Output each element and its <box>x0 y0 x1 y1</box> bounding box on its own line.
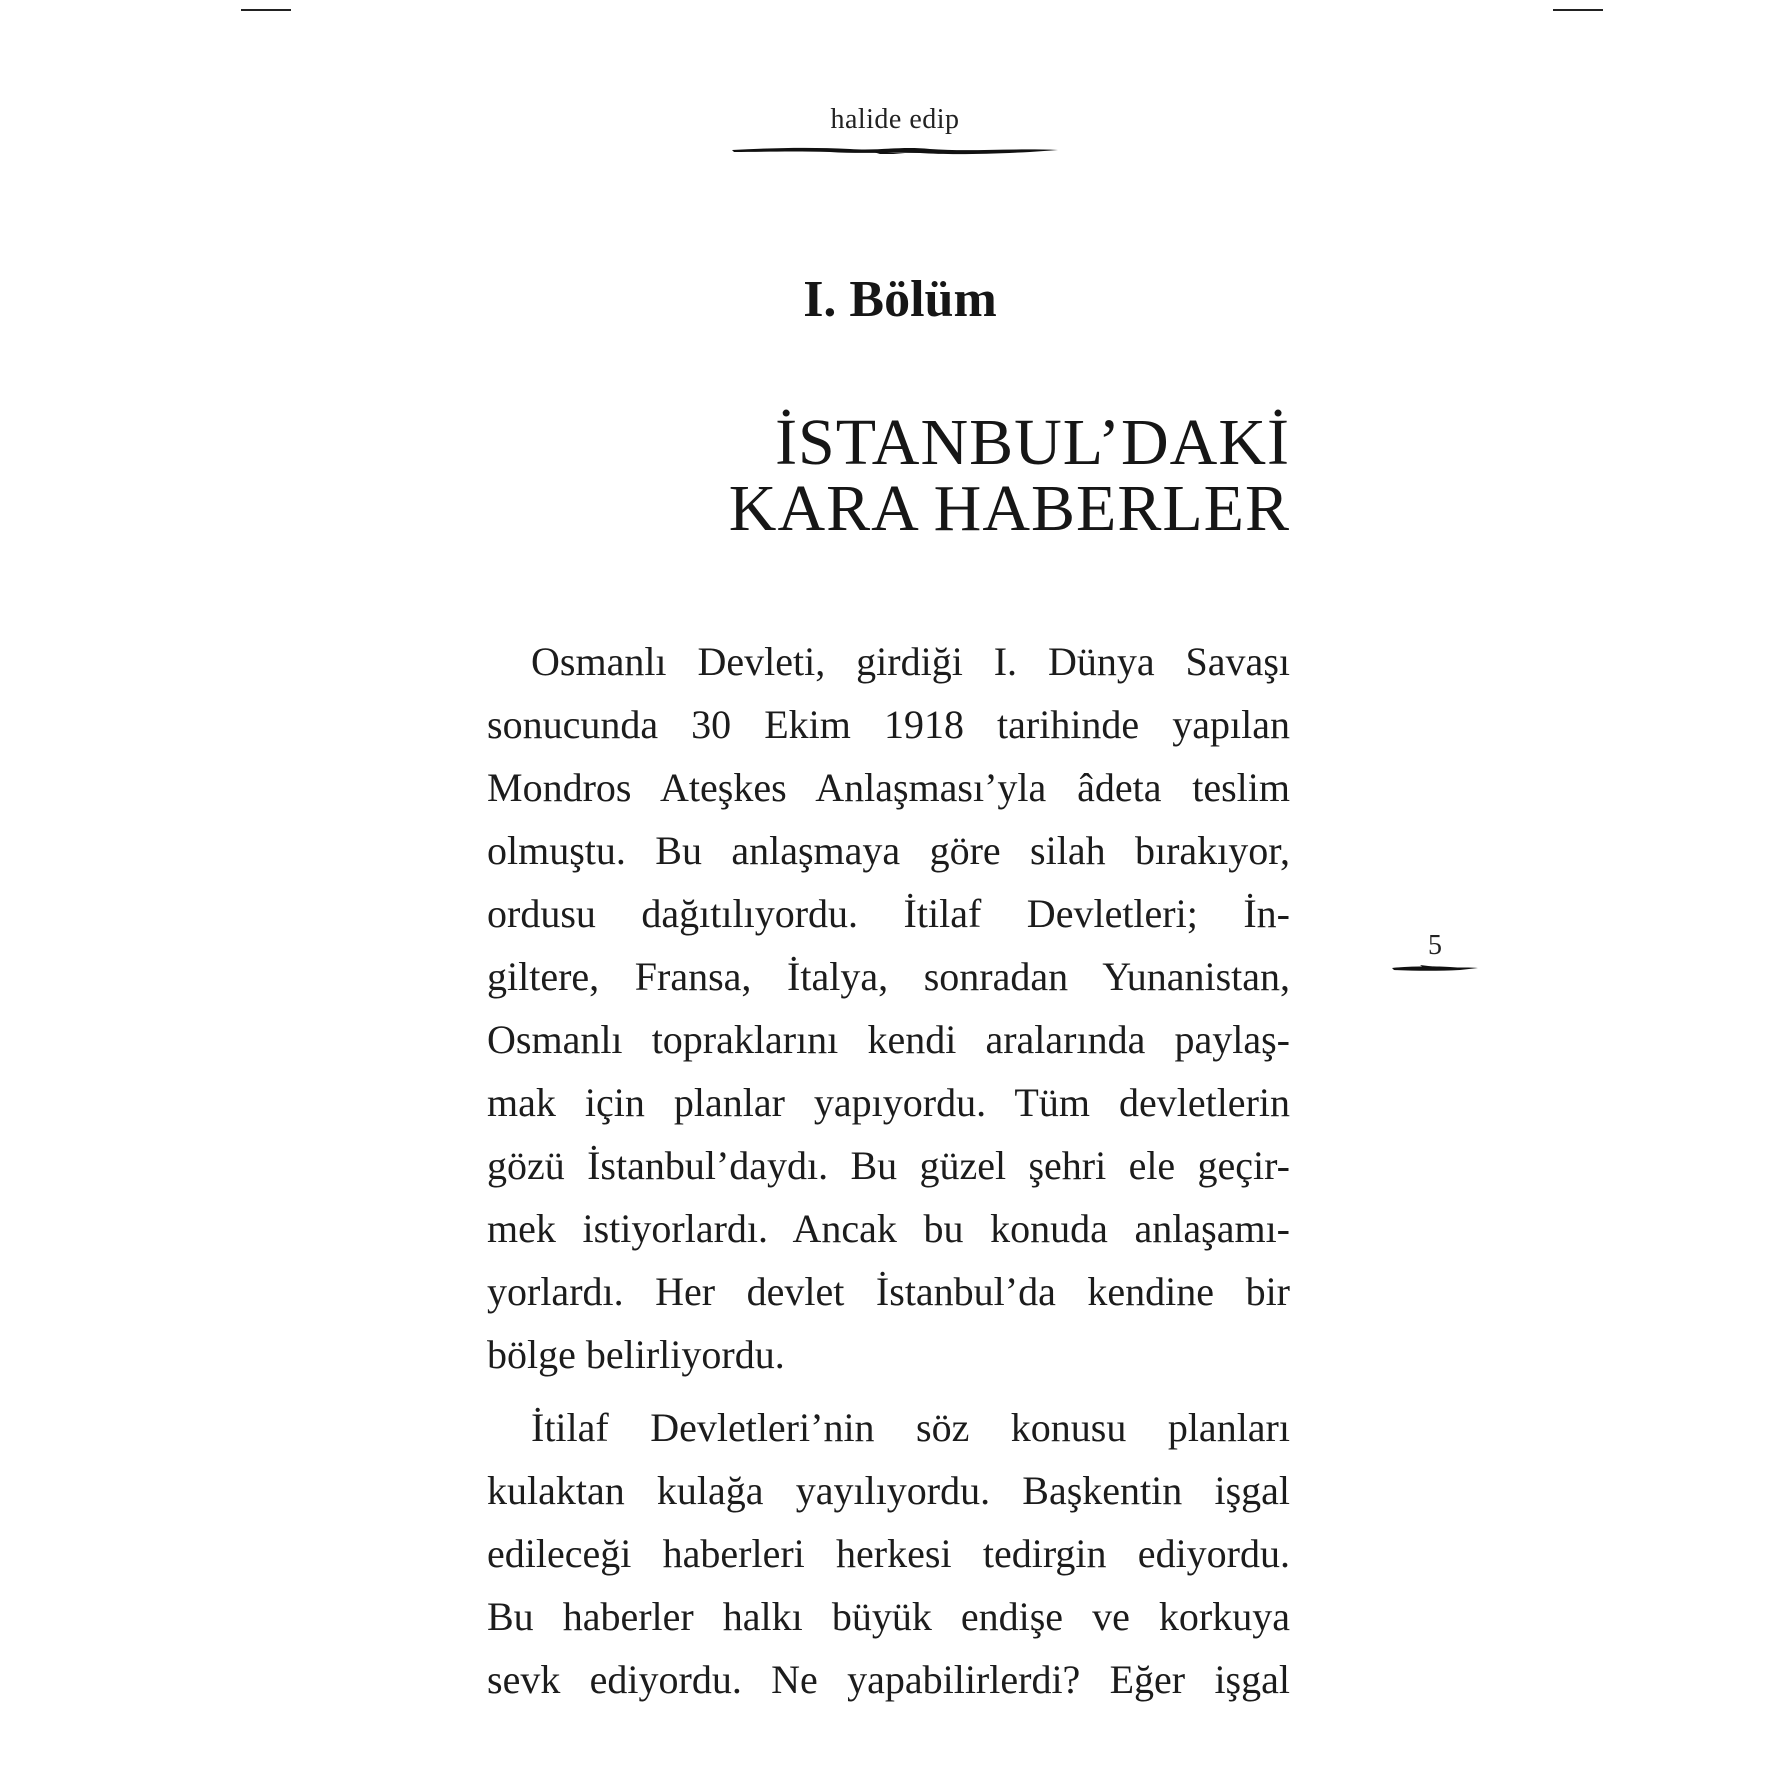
running-head-text: halide edip <box>830 104 960 135</box>
body-text <box>487 630 1290 1711</box>
chapter-title-line: İSTANBUL’DAKİ <box>775 406 1290 479</box>
crop-mark-right <box>1553 9 1603 11</box>
crop-mark-left <box>241 9 291 11</box>
text-line: gözü İstanbul’daydı. Bu güzel şehri ele geçir- <box>487 1143 1290 1188</box>
text-line: Bu haberler halkı büyük endişe ve korkuya <box>487 1594 1290 1639</box>
text-line: ordusu dağıtılıyordu. İtilaf Devletleri; İn- <box>487 891 1290 936</box>
text-line: Osmanlı Devleti, girdiği I. Dünya Savaşı <box>531 639 1290 684</box>
page-number <box>1390 930 1480 974</box>
text-line: bölge belirliyordu. <box>487 1332 785 1377</box>
chapter-title-line: KARA HABERLER <box>728 472 1290 545</box>
text-line: sonucunda 30 Ekim 1918 tarihinde yapılan <box>487 702 1290 747</box>
chapter-title <box>728 406 1290 545</box>
running-head <box>730 104 1060 158</box>
text-line: yorlardı. Her devlet İstanbul’da kendine bir <box>487 1269 1290 1314</box>
text-line: olmuştu. Bu anlaşmaya göre silah bırakıyor, <box>487 828 1290 873</box>
text-line: Mondros Ateşkes Anlaşması’yla âdeta teslim <box>487 765 1290 810</box>
text-line: kulaktan kulağa yayılıyordu. Başkentin işgal <box>487 1468 1290 1513</box>
paragraph-gap <box>487 1386 1290 1396</box>
brush-stroke-ornament <box>1390 962 1480 974</box>
text-line: edileceği haberleri herkesi tedirgin ediyordu. <box>487 1531 1290 1576</box>
text-line: İtilaf Devletleri’nin söz konusu planları <box>531 1405 1290 1450</box>
brush-stroke-ornament <box>730 142 1060 158</box>
text-line: Osmanlı topraklarını kendi aralarında paylaş- <box>487 1017 1290 1062</box>
text-line: mek istiyorlardı. Ancak bu konuda anlaşamı- <box>487 1206 1290 1251</box>
text-line: mak için planlar yapıyordu. Tüm devletlerin <box>487 1080 1290 1125</box>
page-number-text: 5 <box>1428 930 1442 961</box>
text-line: giltere, Fransa, İtalya, sonradan Yunanistan, <box>487 954 1290 999</box>
chapter-label: I. Bölüm <box>803 271 997 328</box>
text-line: sevk ediyordu. Ne yapabilirlerdi? Eğer işgal <box>487 1657 1290 1702</box>
